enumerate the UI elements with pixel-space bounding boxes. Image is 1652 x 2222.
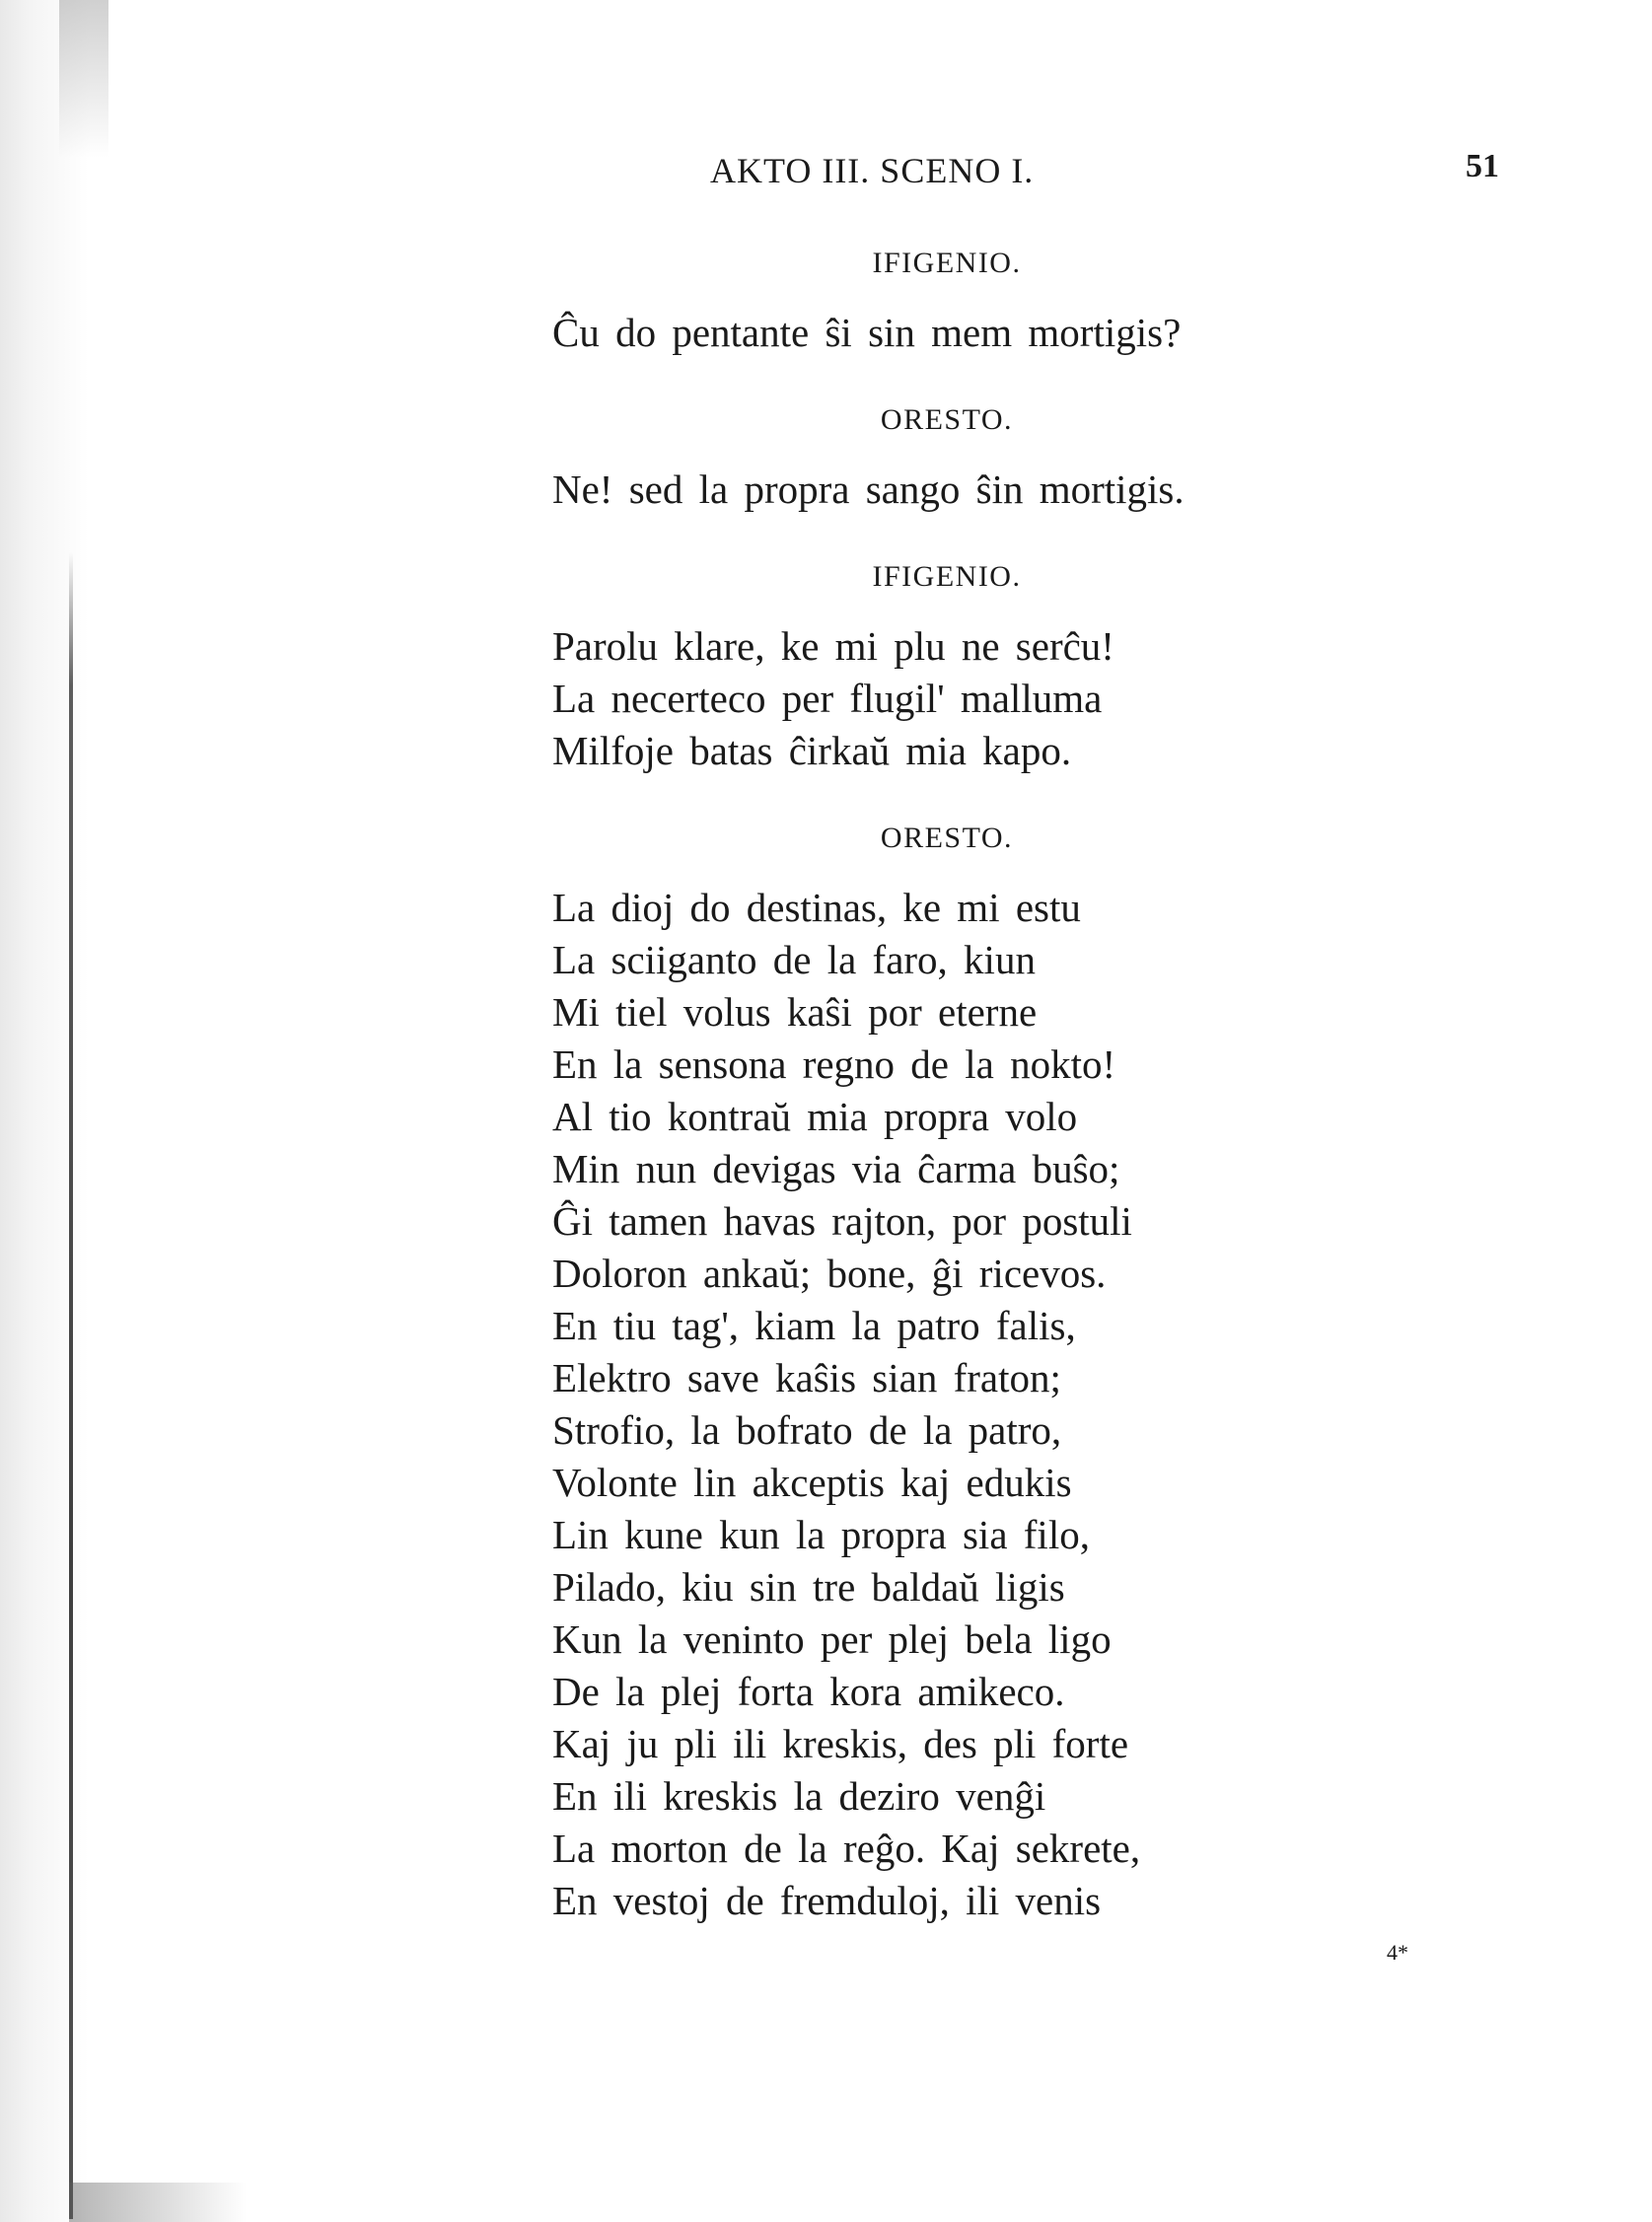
verse-line: Elektro save kaŝis sian fraton; [552,1355,1061,1400]
verse-line: La morton de la reĝo. Kaj sekrete, [552,1826,1141,1871]
scan-gutter-top [59,0,108,158]
verse-line: Lin kune kun la propra sia filo, [552,1512,1090,1557]
verse-line: La necerteco per flugil' malluma [552,676,1103,721]
verse-line: En ili kreskis la deziro venĝi [552,1773,1046,1819]
verse-line: En la sensona regno de la nokto! [552,1041,1116,1087]
verse-line: Ne! sed la propra sango ŝin mortigis. [552,466,1185,512]
speaker-name: ORESTO. [880,403,1014,436]
speaker-name: IFIGENIO. [872,560,1022,593]
verse-line: La sciiganto de la faro, kiun [552,937,1036,982]
verse-line: Min nun devigas via ĉarma buŝo; [552,1146,1120,1191]
verse-line: Parolu klare, ke mi plu ne serĉu! [552,623,1114,669]
speech-ifigenio-1 [552,242,1341,359]
verse-line: La dioj do destinas, ke mi estu [552,885,1081,930]
page-number: 51 [1466,148,1499,184]
verse-line: Kun la veninto per plej bela ligo [552,1616,1112,1662]
speaker-name: ORESTO. [880,822,1014,854]
scan-gutter-shadow [0,0,108,2222]
speech-oresto-1 [552,398,1341,516]
verse-line: Doloron ankaŭ; bone, ĝi ricevos. [552,1251,1107,1296]
verse-line: De la plej forta kora amikeco. [552,1669,1065,1714]
running-head [0,150,1652,199]
verse-line: Ĉu do pentante ŝi sin mem mortigis? [552,310,1182,355]
verse-line: En vestoj de fremduloj, ili venis [552,1878,1102,1923]
scan-gutter-bottom [69,2183,247,2222]
speech-ifigenio-2 [552,555,1341,777]
verse-line: Volonte lin akceptis kaj edukis [552,1460,1072,1505]
verse-line: En tiu tag', kiam la patro falis, [552,1303,1076,1348]
verse-line: Kaj ju pli ili kreskis, des pli forte [552,1721,1129,1766]
verse-line: Pilado, kiu sin tre baldaŭ ligis [552,1564,1065,1610]
verse-line: Strofio, la bofrato de la patro, [552,1407,1062,1453]
speech-oresto-2 [552,817,1341,1927]
verse-line: Milfoje batas ĉirkaŭ mia kapo. [552,728,1072,773]
verse-line: Ĝi tamen havas rajton, por postuli [552,1198,1132,1244]
play-text [552,242,1341,1927]
running-title: AKTO III. SCENO I. [710,151,1035,190]
speaker-name: IFIGENIO. [872,247,1022,279]
signature-mark: 4* [1387,1940,1408,1965]
scan-binding-edge [69,552,73,2219]
verse-line: Mi tiel volus kaŝi por eterne [552,989,1038,1035]
verse-line: Al tio kontraŭ mia propra volo [552,1094,1078,1139]
